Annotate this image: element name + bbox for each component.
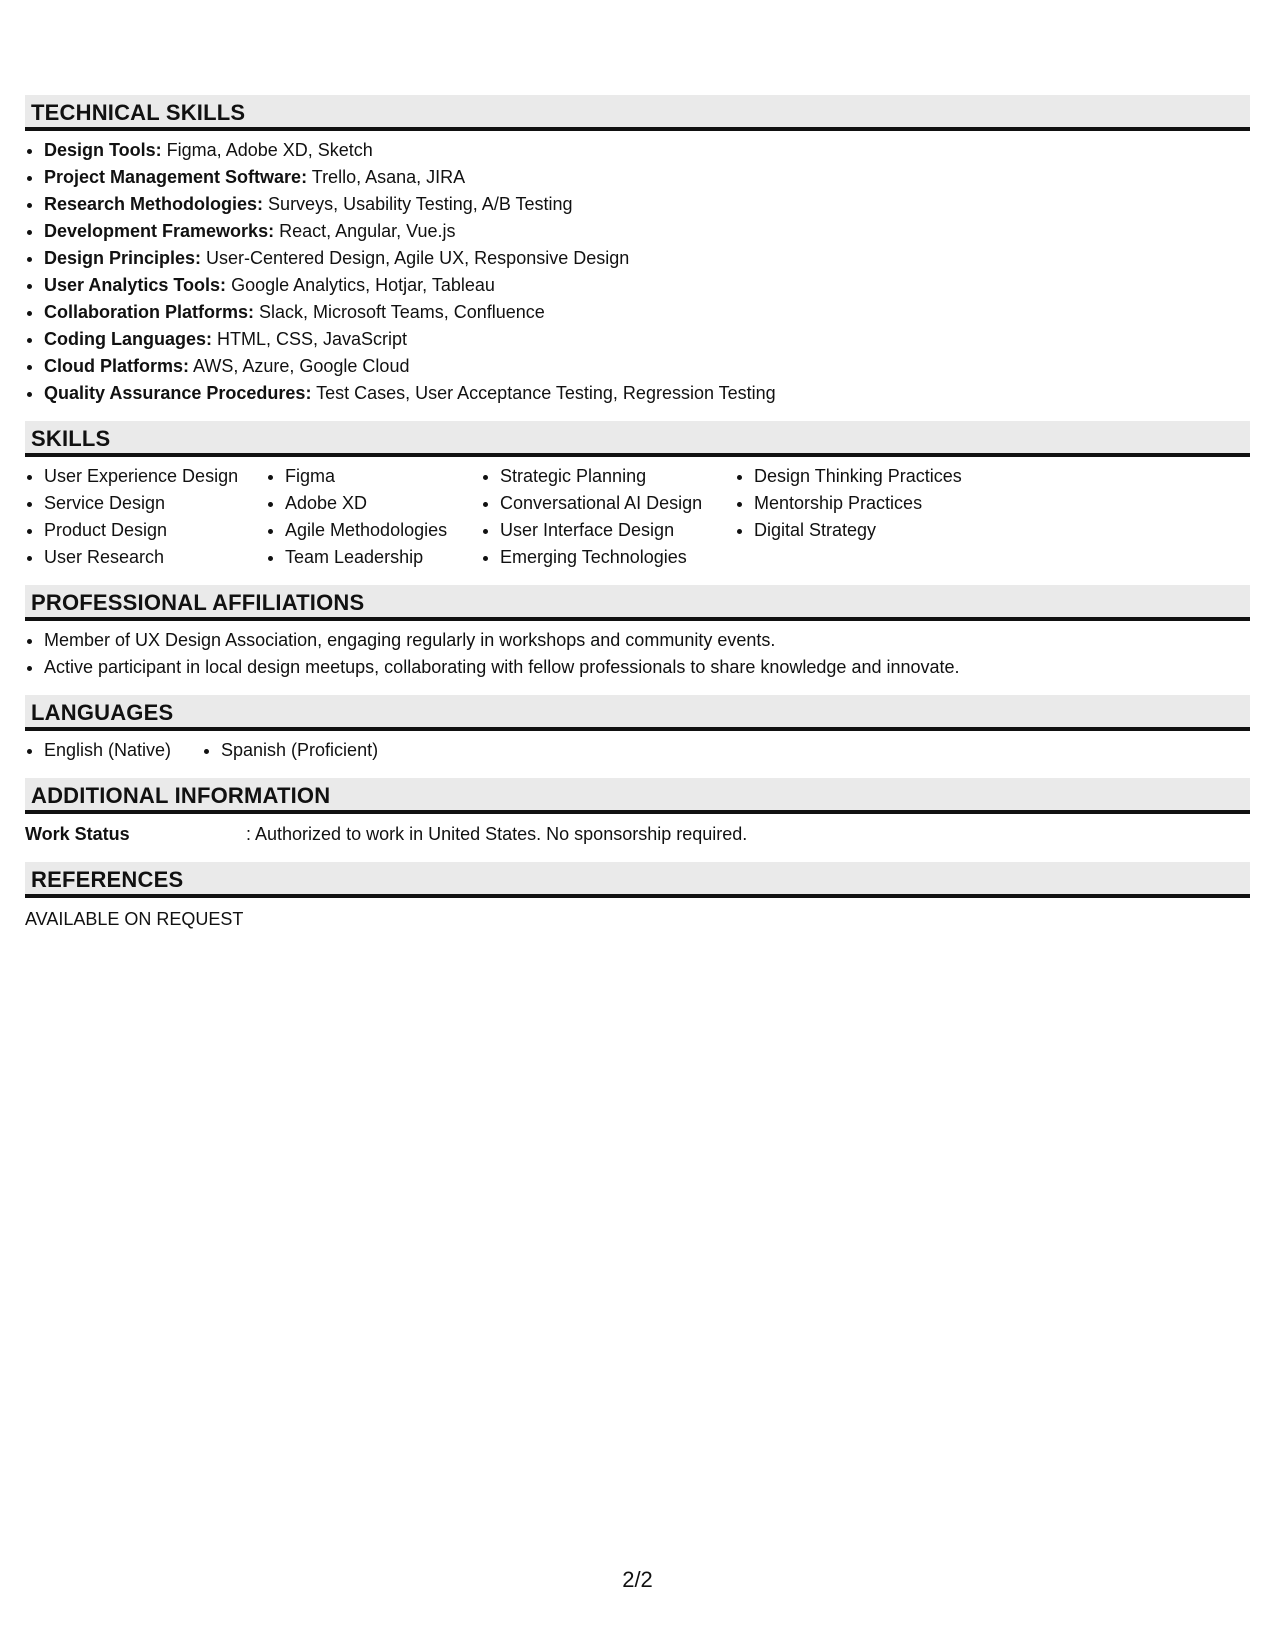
additional-info-section	[25, 778, 1250, 848]
skills-heading: SKILLS	[25, 421, 1250, 457]
technical-skill-label: Design Principles:	[44, 248, 202, 268]
skill-item: • User Research	[44, 544, 266, 571]
references-section	[25, 862, 1250, 933]
skills-column	[481, 463, 735, 571]
technical-skill-value: Figma, Adobe XD, Sketch	[161, 140, 373, 160]
skill-item: • Figma	[285, 463, 481, 490]
languages-row	[25, 737, 1250, 764]
technical-skill-item	[44, 299, 1250, 326]
work-status-label: Work Status	[25, 824, 130, 844]
skill-item: • User Interface Design	[500, 517, 735, 544]
technical-skill-value: React, Angular, Vue.js	[274, 221, 456, 241]
technical-skill-item	[44, 353, 1250, 380]
skills-column	[266, 463, 481, 571]
skill-item: • Adobe XD	[285, 490, 481, 517]
skill-item: • Conversational AI Design	[500, 490, 735, 517]
skill-item: • Agile Methodologies	[285, 517, 481, 544]
skill-item: • Mentorship Practices	[754, 490, 1014, 517]
language-item: • English (Native)	[44, 737, 202, 764]
affiliations-section	[25, 585, 1250, 681]
skill-item: • Product Design	[44, 517, 266, 544]
technical-skills-heading: TECHNICAL SKILLS	[25, 95, 1250, 131]
work-status-row	[25, 821, 1250, 848]
languages-heading: LANGUAGES	[25, 695, 1250, 731]
technical-skill-item	[44, 380, 1250, 407]
affiliations-heading: PROFESSIONAL AFFILIATIONS	[25, 585, 1250, 621]
technical-skill-value: User-Centered Design, Agile UX, Responsive Design	[201, 248, 630, 268]
technical-skills-section	[25, 95, 1250, 407]
skills-column	[735, 463, 1014, 571]
skill-item: • Design Thinking Practices	[754, 463, 1014, 490]
references-text: AVAILABLE ON REQUEST	[25, 909, 244, 929]
skill-item: • Digital Strategy	[754, 517, 1014, 544]
languages-section	[25, 695, 1250, 764]
affiliations-list	[25, 627, 1250, 681]
skill-item: • Emerging Technologies	[500, 544, 735, 571]
languages-column	[25, 737, 202, 764]
technical-skill-value: Trello, Asana, JIRA	[307, 167, 466, 187]
technical-skill-label: Quality Assurance Procedures:	[44, 383, 312, 403]
technical-skill-label: Cloud Platforms:	[44, 356, 190, 376]
skill-item: • Strategic Planning	[500, 463, 735, 490]
technical-skill-label: Research Methodologies:	[44, 194, 264, 214]
language-item: • Spanish (Proficient)	[221, 737, 378, 764]
technical-skill-item	[44, 137, 1250, 164]
technical-skill-value: Surveys, Usability Testing, A/B Testing	[263, 194, 573, 214]
skills-section	[25, 421, 1250, 571]
technical-skill-item	[44, 272, 1250, 299]
technical-skill-label: Project Management Software:	[44, 167, 308, 187]
affiliation-item: • Member of UX Design Association, engaging regularly in workshops and community events.	[44, 627, 1250, 654]
technical-skill-item	[44, 191, 1250, 218]
skills-column	[25, 463, 266, 571]
skill-item: • Service Design	[44, 490, 266, 517]
technical-skill-label: Coding Languages:	[44, 329, 212, 349]
technical-skill-label: Development Frameworks:	[44, 221, 275, 241]
languages-column	[202, 737, 378, 764]
technical-skill-label: User Analytics Tools:	[44, 275, 227, 295]
technical-skill-item	[44, 218, 1250, 245]
technical-skill-value: HTML, CSS, JavaScript	[212, 329, 408, 349]
resume-page	[25, 95, 1250, 947]
technical-skill-value: Test Cases, User Acceptance Testing, Regression Testing	[311, 383, 776, 403]
technical-skill-value: Google Analytics, Hotjar, Tableau	[226, 275, 495, 295]
technical-skill-item	[44, 164, 1250, 191]
affiliation-item: • Active participant in local design meetups, collaborating with fellow professionals to share knowledge and innovate.	[44, 654, 1250, 681]
skills-grid	[25, 463, 1250, 571]
technical-skill-item	[44, 326, 1250, 353]
technical-skill-value: Slack, Microsoft Teams, Confluence	[254, 302, 545, 322]
page-number: 2/2	[622, 1567, 653, 1592]
technical-skill-item	[44, 245, 1250, 272]
additional-info-heading: ADDITIONAL INFORMATION	[25, 778, 1250, 814]
work-status-value: : Authorized to work in United States. No sponsorship required.	[246, 824, 748, 844]
skill-item: • User Experience Design	[44, 463, 266, 490]
technical-skill-label: Design Tools:	[44, 140, 162, 160]
technical-skill-label: Collaboration Platforms:	[44, 302, 255, 322]
references-heading: REFERENCES	[25, 862, 1250, 898]
technical-skill-value: AWS, Azure, Google Cloud	[189, 356, 410, 376]
skill-item: • Team Leadership	[285, 544, 481, 571]
technical-skills-list	[25, 137, 1250, 407]
